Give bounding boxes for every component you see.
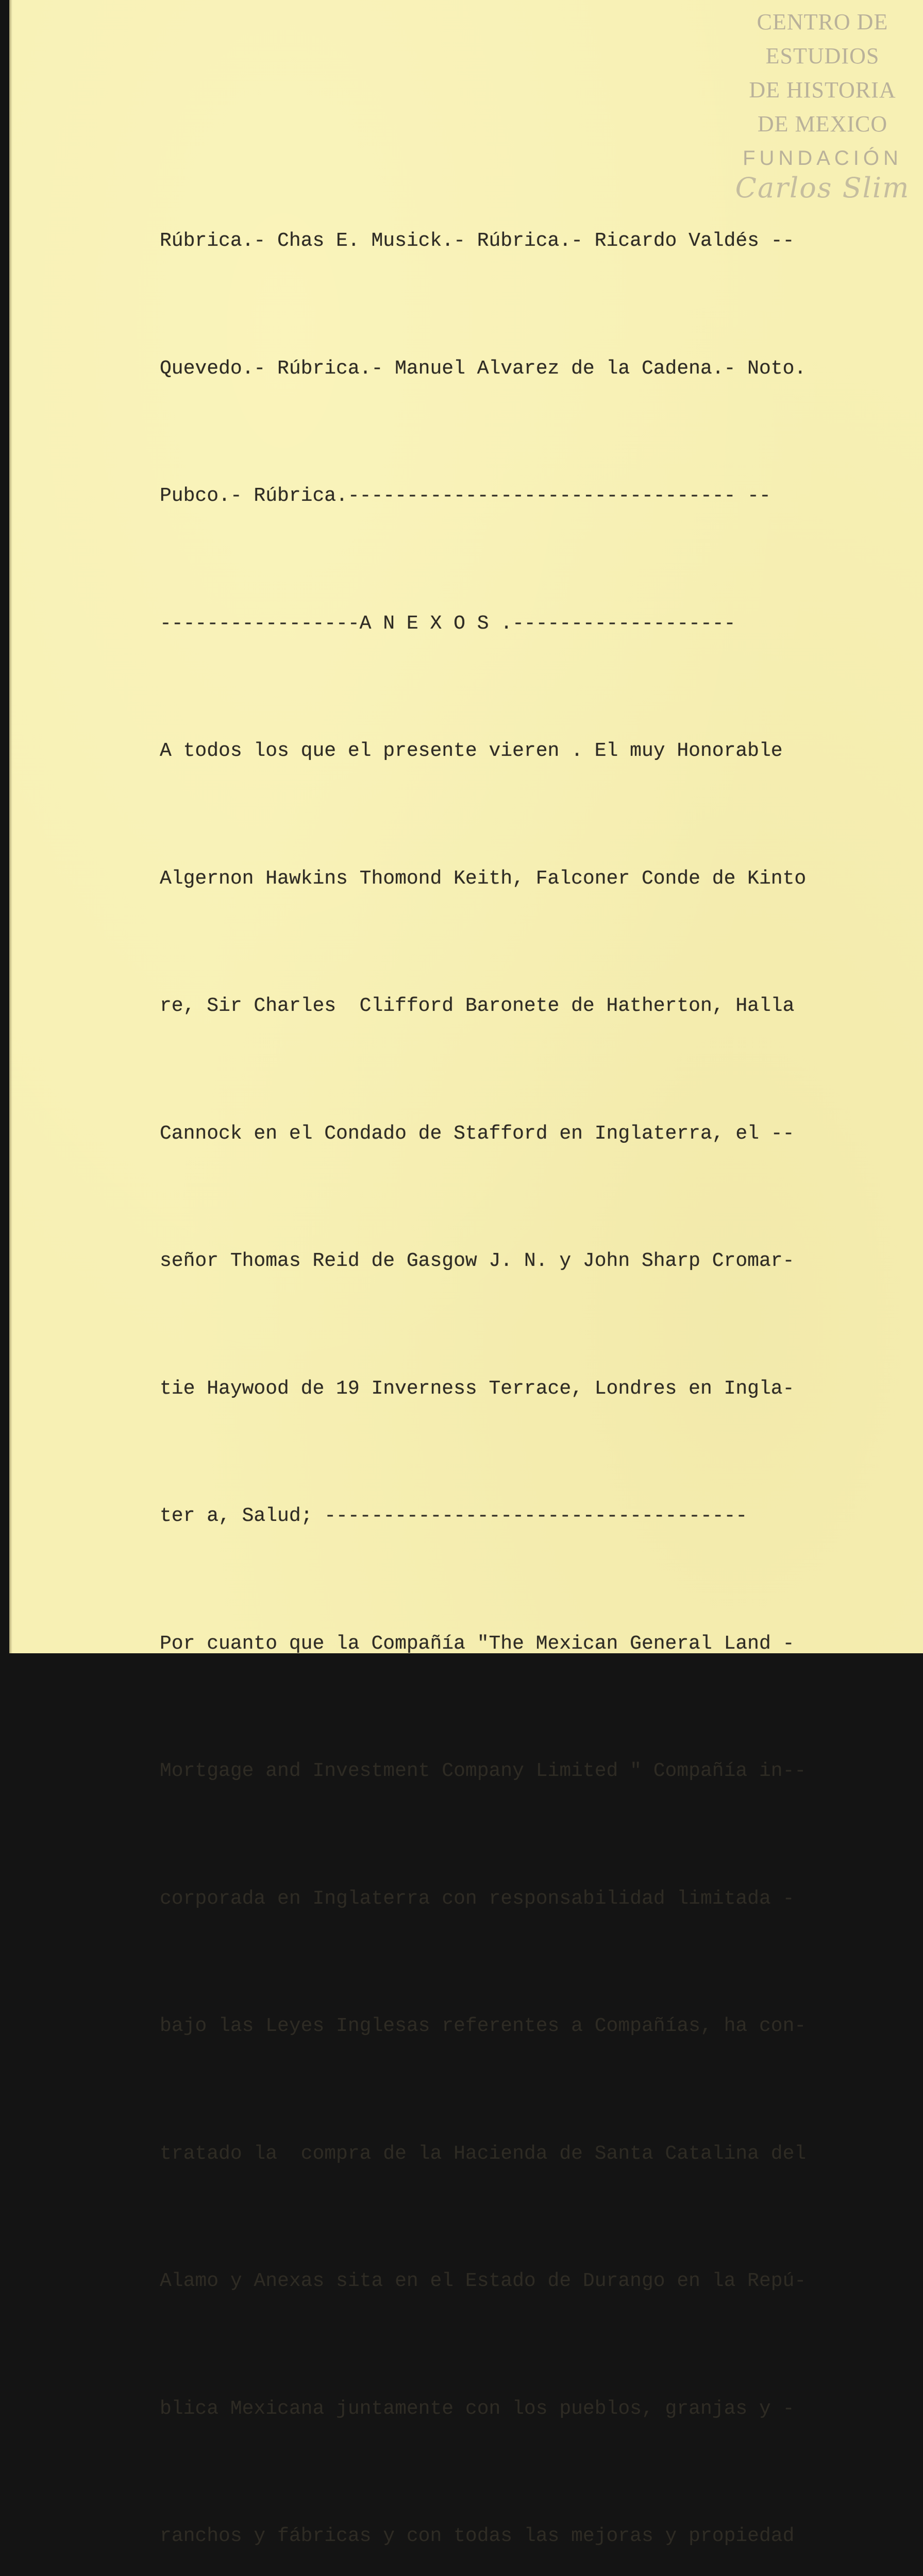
text-line: ranchos y fábricas y con todas las mejoras y propiedad (160, 2525, 795, 2547)
text-line: Mortgage and Investment Company Limited " Compañía in-- (160, 1760, 807, 1782)
watermark-fundacion: FUNDACIÓN (743, 147, 902, 170)
text-line: Alamo y Anexas sita en el Estado de Durango en la Repú- (160, 2270, 807, 2292)
text-line: Pubco.- Rúbrica.--------------------------------- -- (160, 485, 771, 507)
watermark-line-3: DE HISTORIA (749, 77, 896, 103)
text-line: tratado la compra de la Hacienda de Santa Catalina del (160, 2142, 807, 2165)
text-line: corporada en Inglaterra con responsabilidad limitada - (160, 1887, 795, 1910)
text-line: Algernon Hawkins Thomond Keith, Falconer Conde de Kinto (160, 867, 807, 890)
text-line: Cannock en el Condado de Stafford en Inglaterra, el -- (160, 1122, 795, 1145)
watermark-line-2: ESTUDIOS (765, 43, 880, 69)
watermark-signature: Carlos Slim (735, 172, 910, 204)
watermark-line-4: DE MEXICO (757, 111, 888, 137)
watermark-line-1: CENTRO DE (757, 9, 888, 35)
text-line: re, Sir Charles Clifford Baronete de Hatherton, Halla (160, 995, 795, 1017)
text-line: Por cuanto que la Compañía "The Mexican General Land - (160, 1632, 795, 1655)
text-line: bajo las Leyes Inglesas referentes a Compañías, ha con- (160, 2015, 807, 2037)
text-line: tie Haywood de 19 Inverness Terrace, Londres en Ingla- (160, 1377, 795, 1400)
text-line: Quevedo.- Rúbrica.- Manuel Alvarez de la Cadena.- Noto. (160, 357, 807, 380)
text-line: Rúbrica.- Chas E. Musick.- Rúbrica.- Ricardo Valdés -- (160, 230, 795, 252)
page-edge-shadow (9, 0, 12, 1653)
annex-heading: -----------------A N E X O S .------------------- (160, 612, 736, 635)
text-line: blica Mexicana juntamente con los pueblos, granjas y - (160, 2397, 795, 2420)
text-line: señor Thomas Reid de Gasgow J. N. y John Sharp Cromar- (160, 1250, 795, 1272)
typed-text-body (160, 135, 866, 2576)
text-line: ter a, Salud; ------------------------------------ (160, 1505, 748, 1527)
text-line: A todos los que el presente vieren . El muy Honorable (160, 740, 783, 762)
